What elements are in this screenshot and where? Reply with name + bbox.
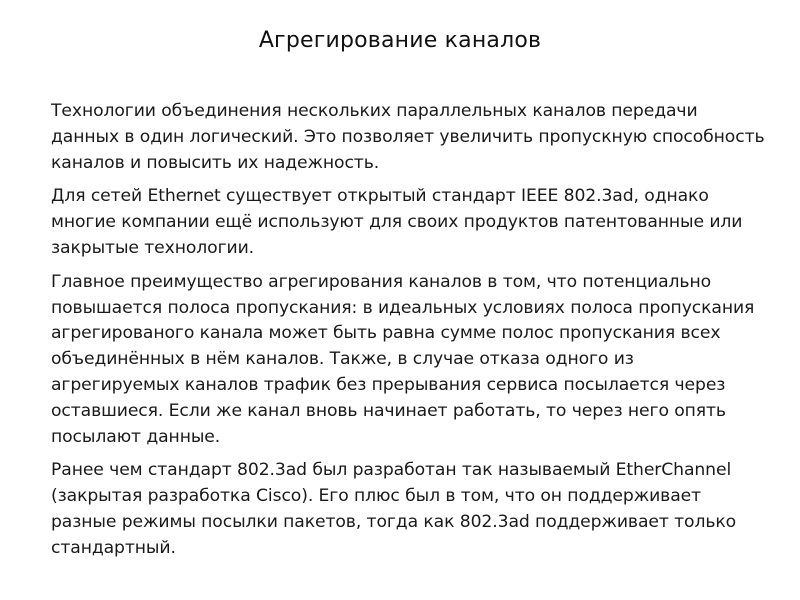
paragraph-ethernet-standard: Для сетей Ethernet существует открытый стандарт IEEE 802.3ad, однако многие компании ещё используют для своих продуктов патентованные или закрытые технологии.	[51, 186, 743, 258]
paragraph-advantages: Главное преимущество агрегирования каналов в том, что потенциально повышается полоса пропускания: в идеальных условиях полоса пропускания агрегированого канала может быть равна сумме полос пропускания всех объединённых в нём каналов. Также, в случае отказа одного из агрегируемых каналов трафик без прерывания сервиса посылается через оставшиеся. Если же канал вновь начинает работать, то через него опять посылают данные.	[51, 271, 755, 447]
paragraph-etherchannel: Ранее чем стандарт 802.3ad был разработан так называемый EtherChannel (закрытая разработка Cisco). Его плюс был в том, что он поддерживает разные режимы посылки пакетов, тогда как 802.3ad поддерживает только стандартный.	[51, 460, 737, 558]
slide-body	[51, 99, 766, 570]
slide-title: Агрегирование каналов	[258, 28, 542, 53]
paragraph-intro: Технологии объединения нескольких параллельных каналов передачи данных в один логический. Это позволяет увеличить пропускную способность каналов и повысить их надежность.	[51, 101, 765, 173]
